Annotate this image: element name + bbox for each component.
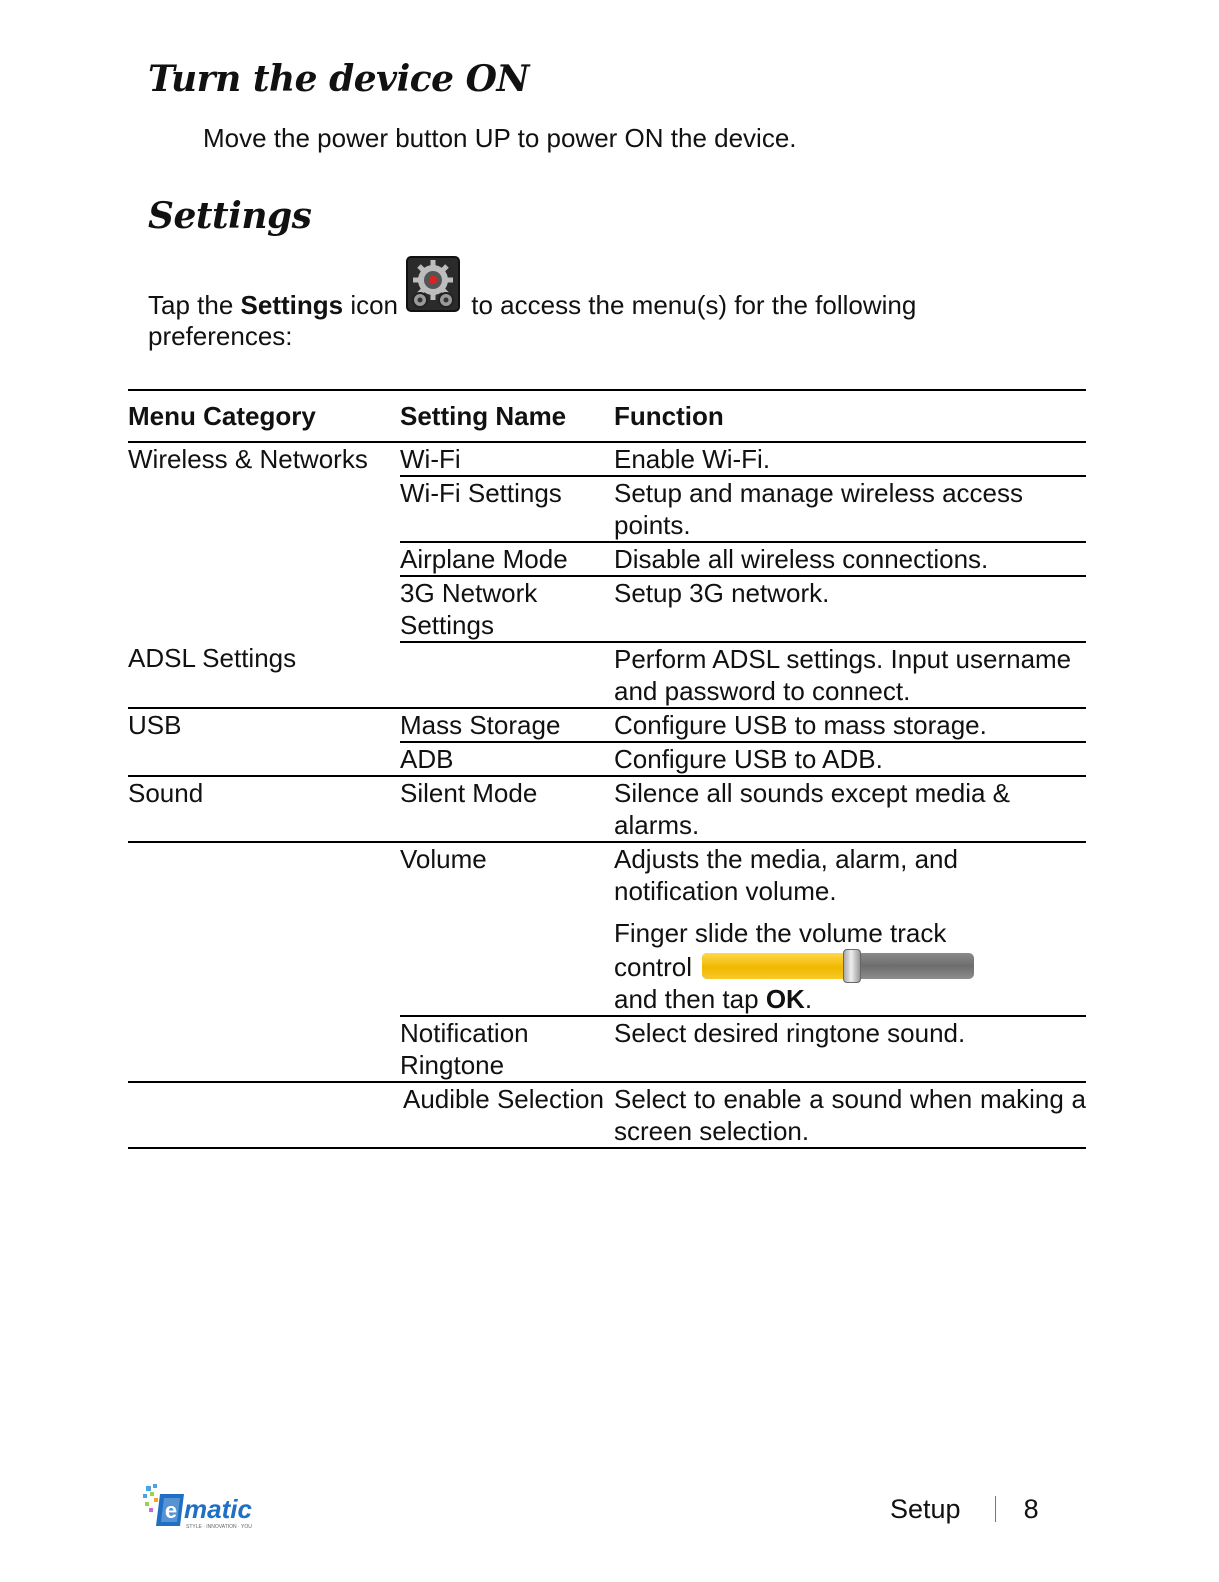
setting-name-cell: Airplane Mode (400, 542, 614, 576)
logo-e-letter: e (164, 1498, 178, 1523)
category-cell: Wireless & Networks (128, 444, 368, 474)
volume-line-3-text: and then tap (614, 984, 766, 1014)
setting-name-cell: Silent Mode (400, 776, 614, 842)
intro-text-end: to access the menu(s) for the following preferences: (148, 290, 917, 351)
intro-icon-word: icon (343, 290, 399, 320)
function-cell: Enable Wi-Fi. (614, 442, 1086, 476)
settings-intro (148, 256, 1048, 352)
volume-function-cell (614, 842, 1086, 1016)
category-cell (128, 1082, 400, 1148)
volume-line-3-end: . (804, 984, 813, 1014)
function-cell: Silence all sounds except media & alarms. (614, 776, 1086, 842)
volume-line-3 (614, 983, 1086, 1015)
setting-name-cell: Volume (400, 842, 614, 1016)
setting-name-cell: Audible Selection (400, 1082, 614, 1148)
ematic-logo (140, 1482, 260, 1532)
setting-name-cell: Mass Storage (400, 708, 614, 742)
intro-settings-word: Settings (240, 290, 344, 320)
footer-divider (995, 1496, 996, 1522)
settings-table (128, 389, 1086, 1149)
table-row (128, 642, 1086, 708)
category-cell: USB (128, 708, 400, 776)
volume-line-1: Finger slide the volume track (614, 918, 947, 948)
table-row (128, 1082, 1086, 1148)
power-instruction: Move the power button UP to power ON the device. (203, 123, 797, 153)
page-number: 8 (1023, 1494, 1039, 1524)
header-function: Function (614, 390, 1086, 442)
volume-slider[interactable] (702, 949, 974, 983)
table-header-row (128, 390, 1086, 442)
category-cell: Sound (128, 776, 400, 842)
function-cell: Configure USB to ADB. (614, 742, 1086, 776)
svg-text:matic: matic (184, 1494, 252, 1524)
setting-name-cell: 3G Network Settings (400, 576, 614, 642)
function-cell: Select desired ringtone sound. (614, 1016, 1086, 1082)
function-cell: Configure USB to mass storage. (614, 708, 1086, 742)
category-cell: ADSL Settings (128, 642, 400, 708)
header-menu-category: Menu Category (128, 390, 400, 442)
volume-control-line (614, 949, 1086, 983)
table-row (128, 708, 1086, 742)
table-row (128, 442, 1086, 476)
function-cell: Disable all wireless connections. (614, 542, 1086, 576)
volume-instructions (614, 917, 1086, 1015)
volume-slider-thumb[interactable] (843, 949, 861, 983)
header-setting-name: Setting Name (400, 390, 614, 442)
setting-name-cell (400, 642, 614, 708)
table-row (128, 842, 1086, 1016)
control-word: control (614, 952, 693, 982)
table-row (128, 776, 1086, 842)
footer-section: Setup (890, 1494, 961, 1524)
setting-name-cell: Notification Ringtone (400, 1016, 614, 1082)
section-title-settings: Settings (148, 195, 312, 237)
setting-name-cell: Wi-Fi Settings (400, 476, 614, 542)
setting-name-cell: Wi-Fi (400, 442, 614, 476)
category-cell (128, 842, 400, 1082)
function-text: Adjusts the media, alarm, and notification volume. (614, 844, 958, 906)
ok-word: OK (765, 984, 805, 1014)
volume-slider-fill (702, 953, 852, 979)
intro-text-start: Tap the (148, 290, 241, 320)
section-title-power: Turn the device ON (148, 58, 529, 100)
settings-gear-icon (406, 256, 460, 319)
function-cell: Setup and manage wireless access points. (614, 476, 1086, 542)
svg-text:STYLE · INNOVATION · YOU: STYLE · INNOVATION · YOU (186, 1524, 252, 1530)
setting-name-cell: ADB (400, 742, 614, 776)
function-cell: Setup 3G network. (614, 576, 1086, 642)
page-footer (890, 1492, 1039, 1526)
function-cell: Perform ADSL settings. Input username and password to connect. (614, 642, 1086, 708)
function-cell: Select to enable a sound when making a screen selection. (614, 1084, 1086, 1146)
